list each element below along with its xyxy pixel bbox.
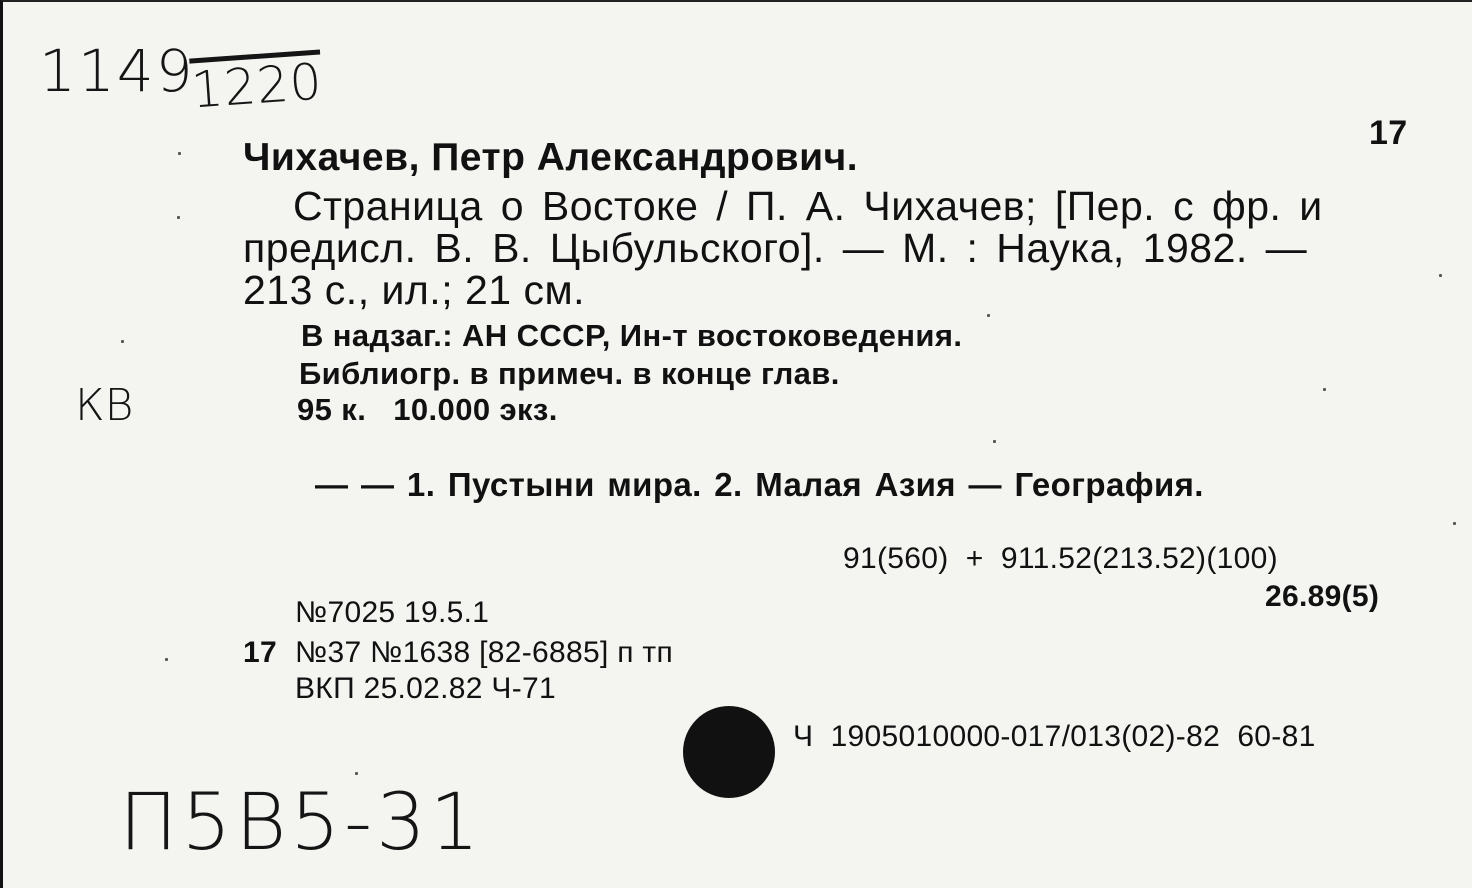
handwritten-call-number: П5В5-31	[119, 778, 484, 868]
classification-secondary: 26.89(5)	[1265, 580, 1380, 613]
scan-speck	[1453, 522, 1456, 525]
footer-code: Ч 1905010000-017/013(02)-82 60-81	[793, 720, 1316, 753]
title-line-3: 213 с., ил.; 21 см.	[243, 267, 586, 313]
scan-speck	[177, 216, 180, 219]
print-info-line-3: ВКП 25.02.82 Ч-71	[295, 672, 556, 705]
punch-hole	[683, 706, 775, 798]
note-bibliography: Библиогр. в примеч. в конце глав.	[299, 356, 840, 391]
subject-headings: — — 1. Пустыни мира. 2. Малая Азия — География.	[315, 466, 1204, 503]
scan-speck	[178, 152, 181, 155]
handwritten-margin-mark: КВ	[75, 380, 134, 431]
author-heading: Чихачев, Петр Александрович.	[243, 136, 859, 179]
scan-speck	[165, 658, 168, 661]
scan-speck	[993, 440, 996, 443]
scan-speck	[1323, 388, 1326, 391]
note-heading: В надзаг.: АН СССР, Ин-т востоковедения.	[301, 318, 963, 353]
note-price: 95 к. 10.000 экз.	[297, 392, 558, 427]
scan-speck	[355, 772, 358, 775]
classification-primary: 91(560) + 911.52(213.52)(100)	[843, 542, 1278, 575]
print-info-line-1: №7025 19.5.1	[295, 596, 490, 629]
handwritten-shelf-number-main: 1149	[39, 37, 195, 105]
card-number: 17	[1369, 114, 1408, 152]
handwritten-shelf-number	[39, 37, 195, 105]
print-info-line-2-prefix: 17	[243, 636, 277, 669]
title-line-1: Страница о Востоке / П. А. Чихачев; [Пер. с фр. и	[293, 183, 1323, 229]
print-info-line-2: №37 №1638 [82-6885] п тп	[295, 636, 674, 669]
scan-speck	[987, 314, 990, 317]
title-line-2: предисл. В. В. Цыбульского]. — М. : Наука, 1982. —	[243, 225, 1308, 271]
scan-speck	[1439, 274, 1442, 277]
handwritten-shelf-number-sub: 1220	[189, 49, 324, 115]
scan-speck	[121, 340, 124, 343]
